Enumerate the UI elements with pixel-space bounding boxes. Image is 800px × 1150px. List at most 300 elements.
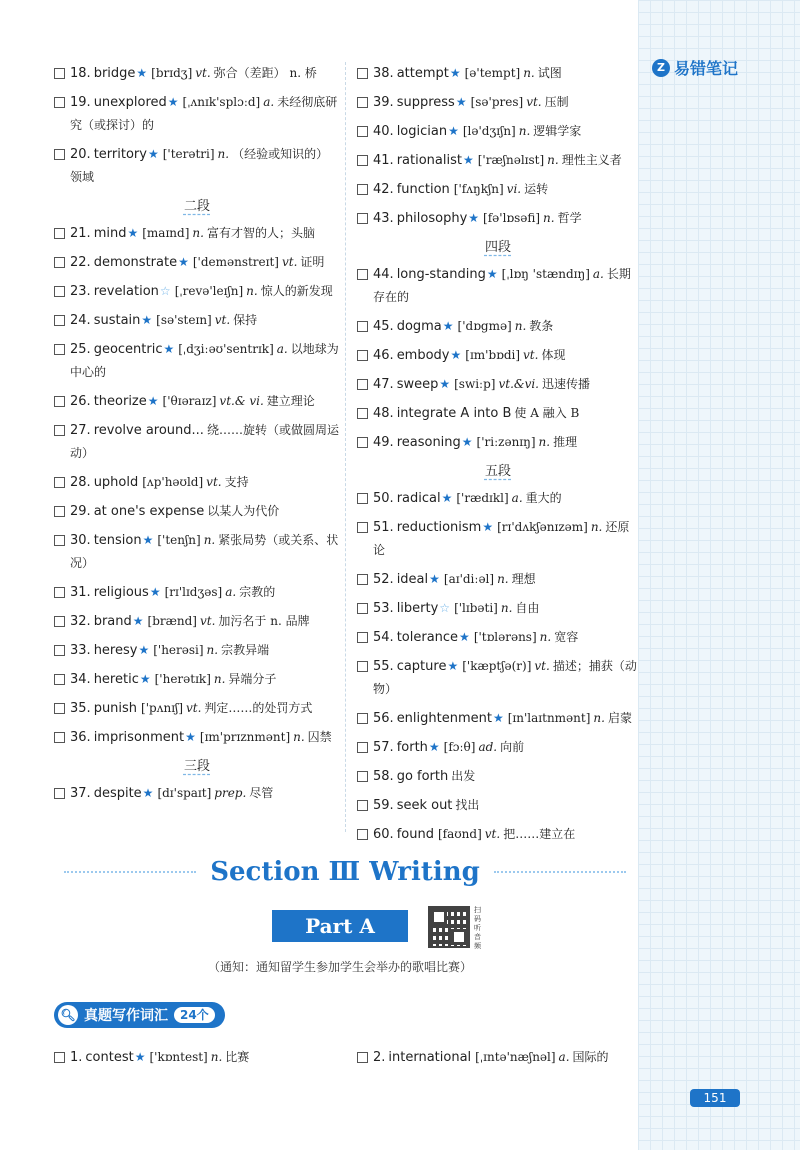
star-icon: ★ <box>462 153 474 167</box>
vocab-entry <box>357 823 639 846</box>
entry-definition: 自由 <box>515 601 540 615</box>
entry-pos: vt. <box>281 255 298 269</box>
entry-word: dogma <box>396 319 442 334</box>
entry-number: 2. <box>373 1050 386 1065</box>
vocab-entry <box>357 1046 639 1069</box>
checkbox[interactable] <box>54 477 65 488</box>
star-icon: ★ <box>147 147 159 161</box>
entry-definition: 教条 <box>529 319 554 333</box>
entry-definition: 描述；捕获（动物） <box>373 659 637 696</box>
entry-pos: n. <box>523 66 535 80</box>
star-icon: ★ <box>132 614 144 628</box>
entry-word: territory <box>93 147 147 162</box>
vocab-entry <box>357 516 639 562</box>
checkbox[interactable] <box>54 228 65 239</box>
entry-pos: a. <box>225 585 237 599</box>
entry-word: reasoning <box>396 435 461 450</box>
vocab-entry <box>357 120 639 143</box>
entry-number: 43. <box>373 211 394 226</box>
entry-number: 40. <box>373 124 394 139</box>
entry-word: seek out <box>396 798 453 813</box>
star-icon: ★ <box>486 267 498 281</box>
star-icon: ★ <box>134 1050 146 1064</box>
checkbox[interactable] <box>357 437 368 448</box>
entry-pos: n. <box>543 211 555 225</box>
entry-pos: n. <box>514 319 527 333</box>
entry-phonetic: [aɪ'diːəl] <box>443 572 495 586</box>
entry-word: forth <box>396 740 428 755</box>
entry-definition: （经验或知识的）领域 <box>70 147 329 184</box>
checkbox[interactable] <box>357 661 368 672</box>
part-notice: （通知：通知留学生参加学生会举办的歌唱比赛） <box>207 960 472 974</box>
star-icon: ★ <box>439 377 451 391</box>
entry-definition: 未经彻底研究（或探讨）的 <box>70 95 338 132</box>
entry-phonetic: [ˌrevə'leɪʃn] <box>174 284 244 298</box>
entry-definition: 加污名于 n. 品牌 <box>218 614 310 628</box>
vocab-entry <box>54 280 340 303</box>
vocab-entry <box>54 62 340 85</box>
checkbox[interactable] <box>357 379 368 390</box>
entry-phonetic: ['demənstreɪt] <box>192 255 279 269</box>
checkbox[interactable] <box>357 574 368 585</box>
entry-definition: 启蒙 <box>607 711 632 725</box>
entry-phonetic: ['lɪbəti] <box>454 601 498 615</box>
vocab-entry <box>357 373 639 396</box>
vocab-entry <box>54 500 340 523</box>
entry-phonetic: ['dɒgmə] <box>457 319 512 333</box>
star-icon: ★ <box>449 66 461 80</box>
entry-word: despite <box>93 786 142 801</box>
entry-number: 30. <box>70 533 91 548</box>
entry-pos: vt. <box>186 701 202 715</box>
vocab-entry <box>54 1046 340 1069</box>
entry-definition: 使 A 融入 B <box>514 406 580 420</box>
checkbox[interactable] <box>54 732 65 743</box>
entry-word: religious <box>93 585 149 600</box>
entry-number: 20. <box>70 147 91 162</box>
entry-word: reductionism <box>396 520 482 535</box>
entry-definition: 把……建立在 <box>503 827 576 841</box>
entry-phonetic: [ɪn'laɪtnmənt] <box>507 711 591 725</box>
checkbox[interactable] <box>357 184 368 195</box>
checkbox[interactable] <box>357 126 368 137</box>
entry-number: 55. <box>373 659 394 674</box>
star-icon: ★ <box>428 740 440 754</box>
checkbox[interactable] <box>357 321 368 332</box>
entry-pos: n. <box>210 1050 223 1064</box>
entry-word: uphold <box>93 475 139 490</box>
entry-pos: n. <box>593 711 605 725</box>
entry-number: 37. <box>70 786 91 801</box>
entry-phonetic: ['tɒlərəns] <box>473 630 537 644</box>
entry-word: revelation <box>93 284 159 299</box>
checkbox[interactable] <box>54 97 65 108</box>
entry-definition: 以某人为代价 <box>207 504 280 518</box>
entry-phonetic: [maɪnd] <box>142 226 190 240</box>
entry-definition: 长期存在的 <box>373 267 631 304</box>
star-icon: ★ <box>141 313 153 327</box>
writing-vocab-right <box>357 1046 639 1075</box>
entry-definition: 压制 <box>544 95 569 109</box>
entry-pos: a. <box>558 1050 570 1064</box>
entry-definition: 囚禁 <box>307 730 332 744</box>
vocab-heading-title: 真题写作词汇 <box>84 1008 168 1024</box>
entry-word: revolve around... <box>93 423 204 438</box>
vocab-entry <box>357 655 639 701</box>
entry-phonetic: ['pʌnɪʃ] <box>141 701 183 715</box>
entry-phonetic: ['kæptʃə(r)] <box>462 659 532 673</box>
checkbox[interactable] <box>357 1052 368 1063</box>
entry-number: 39. <box>373 95 394 110</box>
entry-word: punish <box>93 701 138 716</box>
checkbox[interactable] <box>357 800 368 811</box>
entry-phonetic: ['rædɪkl] <box>456 491 509 505</box>
checkbox[interactable] <box>54 315 65 326</box>
entry-pos: vt. <box>534 659 550 673</box>
entry-phonetic: [ˌɪntə'næʃnəl] <box>475 1050 556 1064</box>
paragraph-label: 五段 <box>484 464 511 479</box>
entry-pos: n. <box>206 643 219 657</box>
entry-pos: vt. <box>526 95 542 109</box>
entry-phonetic: [fɔːθ] <box>443 740 476 754</box>
entry-definition: 向前 <box>500 740 525 754</box>
entry-number: 52. <box>373 572 394 587</box>
star-icon: ★ <box>127 226 139 240</box>
checkbox[interactable] <box>54 703 65 714</box>
entry-pos: vt. <box>484 827 501 841</box>
vocab-entry <box>54 143 340 189</box>
vocab-entry <box>54 668 340 691</box>
vocab-entry <box>357 149 639 172</box>
star-icon: ★ <box>450 348 462 362</box>
vocab-entry <box>54 91 340 137</box>
checkbox[interactable] <box>357 155 368 166</box>
entry-number: 58. <box>373 769 394 784</box>
star-icon: ★ <box>185 730 196 744</box>
entry-pos: n. <box>203 533 216 547</box>
vocab-entry <box>357 626 639 649</box>
entry-number: 48. <box>373 406 394 421</box>
entry-number: 31. <box>70 585 91 600</box>
entry-phonetic: [rɪ'lɪdʒəs] <box>164 585 223 599</box>
entry-definition: 体现 <box>541 348 566 362</box>
entry-definition: 重大的 <box>525 491 562 505</box>
entry-pos: n. <box>518 124 531 138</box>
entry-word: at one's expense <box>93 504 205 519</box>
star-icon: ★ <box>448 124 459 138</box>
entry-number: 33. <box>70 643 91 658</box>
paragraph-label: 二段 <box>183 199 210 214</box>
entry-number: 49. <box>373 435 394 450</box>
entry-definition: 试图 <box>537 66 562 80</box>
vocab-entry <box>54 390 340 413</box>
vocab-entry <box>357 765 639 788</box>
vocab-entry <box>357 402 639 425</box>
entry-number: 60. <box>373 827 394 842</box>
vocab-entry <box>357 707 639 730</box>
entry-phonetic: ['fʌŋkʃn] <box>453 182 504 196</box>
checkbox[interactable] <box>357 771 368 782</box>
entry-word: international <box>388 1050 472 1065</box>
entry-word: demonstrate <box>93 255 178 270</box>
banner-decoration <box>494 871 626 873</box>
entry-word: integrate A into B <box>396 406 512 421</box>
entry-word: tolerance <box>396 630 459 645</box>
star-icon: ★ <box>492 711 504 725</box>
checkbox[interactable] <box>357 603 368 614</box>
star-icon: ★ <box>167 95 179 109</box>
entry-definition: 国际的 <box>572 1050 609 1064</box>
checkbox[interactable] <box>54 396 65 407</box>
star-icon: ☆ <box>439 601 451 615</box>
entry-word: logician <box>396 124 448 139</box>
entry-definition: 运转 <box>524 182 549 196</box>
entry-phonetic: [rɪ'dʌkʃənɪzəm] <box>497 520 588 534</box>
entry-number: 23. <box>70 284 91 299</box>
checkbox[interactable] <box>357 269 368 280</box>
checkbox[interactable] <box>54 68 65 79</box>
checkbox[interactable] <box>54 506 65 517</box>
star-icon: ★ <box>482 520 494 534</box>
entry-definition: 判定……的处罚方式 <box>204 701 313 715</box>
entry-definition: 推理 <box>553 435 578 449</box>
checkbox[interactable] <box>54 674 65 685</box>
entry-word: brand <box>93 614 132 629</box>
qr-label: 扫码听音频 <box>474 906 481 950</box>
vocab-heading <box>54 1002 225 1028</box>
entry-definition: 找出 <box>455 798 480 812</box>
entry-pos: vt. <box>200 614 216 628</box>
checkbox[interactable] <box>54 344 65 355</box>
entry-definition: 出发 <box>451 769 476 783</box>
column-divider <box>345 62 346 832</box>
entry-word: contest <box>85 1050 134 1065</box>
vocab-entry <box>54 222 340 245</box>
entry-definition: 证明 <box>300 255 325 269</box>
entry-pos: vt.& vi. <box>219 394 264 408</box>
part-title: Part A <box>272 910 408 942</box>
entry-number: 50. <box>373 491 394 506</box>
entry-word: liberty <box>396 601 439 616</box>
entry-word: sweep <box>396 377 439 392</box>
entry-pos: ad. <box>478 740 498 754</box>
entry-word: go forth <box>396 769 449 784</box>
star-icon: ★ <box>461 435 473 449</box>
entry-word: long-standing <box>396 267 486 282</box>
entry-pos: n. <box>547 153 559 167</box>
entry-number: 45. <box>373 319 394 334</box>
vocab-entry <box>357 794 639 817</box>
checkbox[interactable] <box>54 587 65 598</box>
vocab-entry <box>54 639 340 662</box>
entry-pos: vt. <box>523 348 539 362</box>
entry-phonetic: ['terətri] <box>162 147 215 161</box>
entry-pos: n. <box>217 147 230 161</box>
entry-phonetic: ['herətɪk] <box>154 672 211 686</box>
entry-pos: n. <box>293 730 305 744</box>
entry-number: 56. <box>373 711 394 726</box>
entry-phonetic: ['riːzənɪŋ] <box>476 435 536 449</box>
vocab-entry <box>54 581 340 604</box>
entry-number: 1. <box>70 1050 83 1065</box>
entry-definition: 富有才智的人；头脑 <box>206 226 315 240</box>
star-icon: ★ <box>455 95 467 109</box>
vocab-entry <box>54 419 340 465</box>
checkbox[interactable] <box>357 522 368 533</box>
entry-phonetic: [faʊnd] <box>437 827 482 841</box>
margin-notes-area <box>638 0 800 1150</box>
entry-pos: vi. <box>506 182 522 196</box>
star-icon: ★ <box>138 643 150 657</box>
banner-decoration <box>64 871 196 873</box>
star-icon: ★ <box>429 572 440 586</box>
notes-title: 易错笔记 <box>674 59 739 78</box>
checkbox[interactable] <box>54 535 65 546</box>
checkbox[interactable] <box>357 408 368 419</box>
entry-word: suppress <box>396 95 455 110</box>
checkbox[interactable] <box>357 829 368 840</box>
checkbox[interactable] <box>54 1052 65 1063</box>
qr-code[interactable] <box>428 906 470 948</box>
entry-phonetic: [ɪm'prɪznmənt] <box>199 730 291 744</box>
entry-definition: 哲学 <box>557 211 582 225</box>
checkbox[interactable] <box>357 350 368 361</box>
entry-word: mind <box>93 226 127 241</box>
entry-number: 46. <box>373 348 394 363</box>
entry-word: rationalist <box>396 153 462 168</box>
entry-word: capture <box>396 659 447 674</box>
entry-number: 47. <box>373 377 394 392</box>
checkbox[interactable] <box>54 616 65 627</box>
entry-phonetic: [ɪm'bɒdi] <box>465 348 521 362</box>
entry-word: ideal <box>396 572 429 587</box>
star-icon: ☆ <box>159 284 171 298</box>
vocab-entry <box>357 263 639 309</box>
checkbox[interactable] <box>357 97 368 108</box>
star-icon: ★ <box>147 394 159 408</box>
checkbox[interactable] <box>54 286 65 297</box>
entry-number: 19. <box>70 95 91 110</box>
entry-word: enlightenment <box>396 711 492 726</box>
writing-vocab-left <box>54 1046 340 1075</box>
entry-phonetic: [ˌdʒiːəʊ'sentrɪk] <box>178 342 274 356</box>
entry-number: 24. <box>70 313 91 328</box>
entry-number: 34. <box>70 672 91 687</box>
entry-pos: n. <box>192 226 204 240</box>
page-number: 151 <box>690 1089 740 1107</box>
checkbox[interactable] <box>357 713 368 724</box>
entry-pos: n. <box>497 572 509 586</box>
entry-phonetic: [ə'tempt] <box>464 66 521 80</box>
entry-number: 53. <box>373 601 394 616</box>
checkbox[interactable] <box>54 788 65 799</box>
entry-word: embody <box>396 348 450 363</box>
vocab-entry <box>357 62 639 85</box>
entry-pos: a. <box>592 267 604 281</box>
entry-definition: 异端分子 <box>228 672 277 686</box>
vocab-entry <box>357 207 639 230</box>
entry-number: 41. <box>373 153 394 168</box>
entry-definition: 逻辑学家 <box>533 124 582 138</box>
star-icon: ★ <box>136 66 148 80</box>
entry-pos: n. <box>539 630 552 644</box>
vocab-entry <box>54 309 340 332</box>
entry-definition: 理想 <box>511 572 536 586</box>
entry-phonetic: [lə'dʒɪʃn] <box>462 124 516 138</box>
entry-number: 22. <box>70 255 91 270</box>
entry-definition: 比赛 <box>225 1050 250 1064</box>
checkbox[interactable] <box>54 425 65 436</box>
checkbox[interactable] <box>54 149 65 160</box>
entry-word: geocentric <box>93 342 163 357</box>
vocab-entry <box>54 782 340 805</box>
entry-definition: 宗教的 <box>239 585 276 599</box>
entry-number: 36. <box>70 730 91 745</box>
entry-pos: prep. <box>214 786 247 800</box>
entry-phonetic: [sə'steɪn] <box>156 313 212 327</box>
entry-definition: 迅速传播 <box>542 377 591 391</box>
entry-definition: 以地球为中心的 <box>70 342 339 379</box>
entry-phonetic: ['tenʃn] <box>157 533 201 547</box>
checkbox[interactable] <box>54 645 65 656</box>
entry-phonetic: [ˌʌnɪk'splɔːd] <box>182 95 261 109</box>
entry-word: radical <box>396 491 441 506</box>
checkbox[interactable] <box>357 632 368 643</box>
vocab-entry <box>357 487 639 510</box>
entry-phonetic: [ʌp'həʊld] <box>142 475 204 489</box>
star-icon: ★ <box>447 659 459 673</box>
checkbox[interactable] <box>357 68 368 79</box>
paragraph-label: 三段 <box>183 759 210 774</box>
vocab-entry <box>357 178 639 201</box>
notes-header <box>652 56 738 79</box>
entry-number: 57. <box>373 740 394 755</box>
star-icon: ★ <box>142 786 154 800</box>
entry-pos: vt. <box>195 66 211 80</box>
checkbox[interactable] <box>357 493 368 504</box>
entry-definition: 建立理论 <box>266 394 315 408</box>
star-icon: ★ <box>139 672 151 686</box>
checkbox[interactable] <box>357 742 368 753</box>
section-banner <box>50 852 640 892</box>
vocab-entry <box>357 344 639 367</box>
vocab-column-left <box>54 62 340 811</box>
star-icon: ★ <box>149 585 161 599</box>
entry-phonetic: [swiːp] <box>454 377 496 391</box>
entry-word: imprisonment <box>93 730 185 745</box>
vocab-entry <box>54 251 340 274</box>
entry-word: philosophy <box>396 211 468 226</box>
entry-definition: 尽管 <box>249 786 274 800</box>
entry-word: heresy <box>93 643 138 658</box>
checkbox[interactable] <box>357 213 368 224</box>
vocab-entry <box>54 726 340 749</box>
vocab-entry <box>54 697 340 720</box>
entry-pos: n. <box>213 672 226 686</box>
star-icon: ★ <box>178 255 189 269</box>
entry-word: theorize <box>93 394 147 409</box>
entry-phonetic: [brænd] <box>147 614 197 628</box>
entry-number: 42. <box>373 182 394 197</box>
star-icon: ★ <box>459 630 470 644</box>
vocab-entry <box>54 529 340 575</box>
checkbox[interactable] <box>54 257 65 268</box>
entry-number: 28. <box>70 475 91 490</box>
entry-definition: 保持 <box>233 313 258 327</box>
star-icon: ★ <box>468 211 480 225</box>
entry-number: 27. <box>70 423 91 438</box>
entry-pos: n. <box>538 435 551 449</box>
